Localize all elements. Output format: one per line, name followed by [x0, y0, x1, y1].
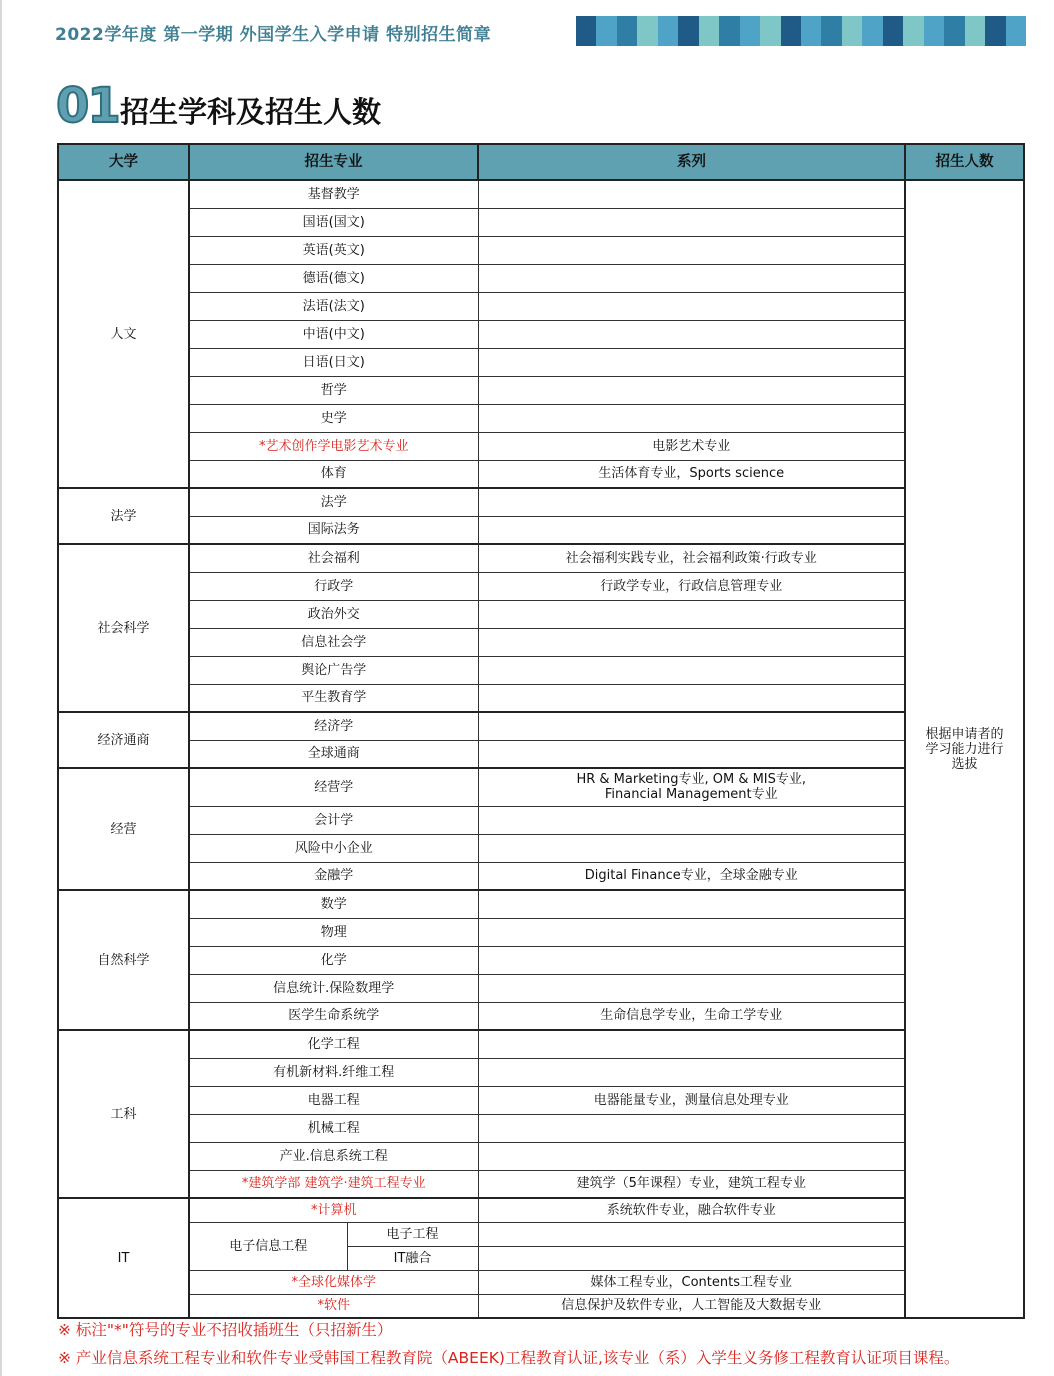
major-cell: 国际法务	[189, 516, 478, 544]
table-row	[58, 1170, 1024, 1198]
table-row	[58, 656, 1024, 684]
table-row	[58, 1222, 1024, 1246]
strip-block	[596, 16, 616, 46]
major-cell: *全球化媒体学	[189, 1270, 478, 1294]
strip-block	[821, 16, 841, 46]
table-row	[58, 1270, 1024, 1294]
table-row	[58, 1030, 1024, 1058]
strip-block	[617, 16, 637, 46]
college-cell: 自然科学	[58, 890, 189, 1030]
college-cell: 社会科学	[58, 544, 189, 712]
major-cell: 信息统计.保险数理学	[189, 974, 478, 1002]
header-enrollment: 招生人数	[905, 144, 1024, 180]
strip-block	[576, 16, 596, 46]
series-cell	[478, 768, 905, 806]
series-cell	[478, 918, 905, 946]
series-cell: 生命信息学专业，生命工学专业	[478, 1002, 905, 1030]
series-cell: 电影艺术专业	[478, 432, 905, 460]
table-row	[58, 320, 1024, 348]
table-row	[58, 516, 1024, 544]
series-cell: 行政学专业，行政信息管理专业	[478, 572, 905, 600]
series-cell	[478, 946, 905, 974]
table-row	[58, 376, 1024, 404]
major-cell: 行政学	[189, 572, 478, 600]
major-cell: 全球通商	[189, 740, 478, 768]
series-cell	[478, 236, 905, 264]
sub-major-cell: 电子工程	[347, 1222, 478, 1246]
strip-block	[699, 16, 719, 46]
table-row	[58, 862, 1024, 890]
college-cell: 工科	[58, 1030, 189, 1198]
table-row	[58, 1198, 1024, 1222]
series-cell	[478, 600, 905, 628]
table-row	[58, 208, 1024, 236]
series-cell	[478, 1246, 905, 1270]
major-cell: *计算机	[189, 1198, 478, 1222]
table-row	[58, 1058, 1024, 1086]
series-cell	[478, 974, 905, 1002]
strip-block	[965, 16, 985, 46]
table-row	[58, 488, 1024, 516]
table-row	[58, 600, 1024, 628]
table-row	[58, 684, 1024, 712]
series-cell	[478, 806, 905, 834]
strip-block	[637, 16, 657, 46]
table-row	[58, 460, 1024, 488]
series-cell	[478, 264, 905, 292]
table-row	[58, 974, 1024, 1002]
major-cell: 经营学	[189, 768, 478, 806]
enrollment-cell	[905, 180, 1024, 1318]
section-number: 01	[56, 78, 119, 134]
series-cell	[478, 1058, 905, 1086]
major-cell: 机械工程	[189, 1114, 478, 1142]
series-cell	[478, 292, 905, 320]
table-row	[58, 1086, 1024, 1114]
major-cell: 德语(德文)	[189, 264, 478, 292]
admissions-table	[57, 143, 1025, 1319]
document-header-title: 2022学年度 第一学期 外国学生入学申请 特别招生简章	[55, 25, 492, 45]
major-cell: *软件	[189, 1294, 478, 1318]
series-cell: 信息保护及软件专业，人工智能及大数据专业	[478, 1294, 905, 1318]
strip-block	[903, 16, 923, 46]
series-cell	[478, 208, 905, 236]
series-line: Financial Management专业	[604, 787, 778, 803]
strip-block	[924, 16, 944, 46]
table-row	[58, 1142, 1024, 1170]
major-cell: 哲学	[189, 376, 478, 404]
major-cell: *艺术创作学电影艺术专业	[189, 432, 478, 460]
table-row	[58, 1002, 1024, 1030]
series-cell: 电器能量专业，测量信息处理专业	[478, 1086, 905, 1114]
college-cell: 人文	[58, 180, 189, 488]
series-cell: 社会福利实践专业，社会福利政策·行政专业	[478, 544, 905, 572]
table-row	[58, 740, 1024, 768]
series-line: HR & Marketing专业, OM & MIS专业,	[576, 772, 807, 788]
strip-block	[944, 16, 964, 46]
table-row	[58, 264, 1024, 292]
major-cell: 政治外交	[189, 600, 478, 628]
table-row	[58, 572, 1024, 600]
strip-block	[985, 16, 1005, 46]
table-row	[58, 768, 1024, 806]
enrollment-text: 根据申请者的学习能力进行选拔	[925, 726, 1004, 772]
major-cell: 电器工程	[189, 1086, 478, 1114]
series-cell	[478, 684, 905, 712]
table-row	[58, 834, 1024, 862]
major-cell: 舆论广告学	[189, 656, 478, 684]
major-cell: 医学生命系统学	[189, 1002, 478, 1030]
table-row	[58, 806, 1024, 834]
note-asterisk: ※ 标注"*"符号的专业不招收插班生（只招新生）	[58, 1321, 393, 1339]
strip-block	[781, 16, 801, 46]
table-row	[58, 712, 1024, 740]
strip-block	[862, 16, 882, 46]
table-row	[58, 432, 1024, 460]
series-cell: 系统软件专业，融合软件专业	[478, 1198, 905, 1222]
table-row	[58, 292, 1024, 320]
sub-major-cell: IT融合	[347, 1246, 478, 1270]
series-cell	[478, 740, 905, 768]
college-cell: 法学	[58, 488, 189, 544]
table-row	[58, 946, 1024, 974]
series-cell: 建筑学（5年课程）专业，建筑工程专业	[478, 1170, 905, 1198]
major-cell: 中语(中文)	[189, 320, 478, 348]
major-cell: 日语(日文)	[189, 348, 478, 376]
major-cell: 化学	[189, 946, 478, 974]
page-edge	[0, 0, 2, 1376]
strip-block	[678, 16, 698, 46]
major-cell: 英语(英文)	[189, 236, 478, 264]
table-row	[58, 348, 1024, 376]
major-cell: 有机新材料.纤维工程	[189, 1058, 478, 1086]
major-cell: 会计学	[189, 806, 478, 834]
major-cell: 社会福利	[189, 544, 478, 572]
major-cell: 化学工程	[189, 1030, 478, 1058]
series-cell	[478, 516, 905, 544]
table-row	[58, 404, 1024, 432]
series-cell	[478, 628, 905, 656]
major-cell: 风险中小企业	[189, 834, 478, 862]
series-cell: 生活体育专业，Sports science	[478, 460, 905, 488]
major-cell: 国语(国文)	[189, 208, 478, 236]
table-header-row	[58, 144, 1024, 180]
strip-block	[658, 16, 678, 46]
strip-block	[842, 16, 862, 46]
strip-block	[719, 16, 739, 46]
table-row	[58, 628, 1024, 656]
series-cell	[478, 404, 905, 432]
series-cell	[478, 320, 905, 348]
series-cell	[478, 180, 905, 208]
strip-block	[801, 16, 821, 46]
header-series: 系列	[478, 144, 905, 180]
college-cell: 经营	[58, 768, 189, 890]
series-cell	[478, 1114, 905, 1142]
major-cell: 数学	[189, 890, 478, 918]
series-cell: 媒体工程专业，Contents工程专业	[478, 1270, 905, 1294]
series-cell	[478, 890, 905, 918]
series-cell	[478, 376, 905, 404]
major-cell: 产业.信息系统工程	[189, 1142, 478, 1170]
series-cell	[478, 1142, 905, 1170]
series-cell	[478, 834, 905, 862]
header-college: 大学	[58, 144, 189, 180]
table-row	[58, 1294, 1024, 1318]
strip-block	[760, 16, 780, 46]
series-cell	[478, 712, 905, 740]
college-cell: IT	[58, 1198, 189, 1318]
table-row	[58, 918, 1024, 946]
series-cell	[478, 656, 905, 684]
header-color-strip	[576, 16, 1026, 46]
note-abeek: ※ 产业信息系统工程专业和软件专业受韩国工程教育院（ABEEK)工程教育认证,该专业（系）入学生义务修工程教育认证项目课程。	[58, 1349, 960, 1367]
college-cell: 经济通商	[58, 712, 189, 768]
major-cell: 电子信息工程	[189, 1222, 347, 1270]
table-row	[58, 544, 1024, 572]
major-cell: 基督教学	[189, 180, 478, 208]
strip-block	[1006, 16, 1026, 46]
major-cell: 体育	[189, 460, 478, 488]
major-cell: 物理	[189, 918, 478, 946]
strip-block	[740, 16, 760, 46]
section-title: 招生学科及招生人数	[120, 95, 382, 129]
series-cell: Digital Finance专业，全球金融专业	[478, 862, 905, 890]
major-cell: 金融学	[189, 862, 478, 890]
table-row	[58, 236, 1024, 264]
table-row	[58, 1114, 1024, 1142]
major-cell: 法学	[189, 488, 478, 516]
major-cell: 法语(法文)	[189, 292, 478, 320]
major-cell: 信息社会学	[189, 628, 478, 656]
major-cell: *建筑学部 建筑学·建筑工程专业	[189, 1170, 478, 1198]
header-major: 招生专业	[189, 144, 478, 180]
major-cell: 史学	[189, 404, 478, 432]
series-cell	[478, 1222, 905, 1246]
strip-block	[883, 16, 903, 46]
major-cell: 平生教育学	[189, 684, 478, 712]
table-row	[58, 180, 1024, 208]
major-cell: 经济学	[189, 712, 478, 740]
series-cell	[478, 348, 905, 376]
series-cell	[478, 488, 905, 516]
table-row	[58, 890, 1024, 918]
table-body	[58, 180, 1024, 1318]
series-cell	[478, 1030, 905, 1058]
